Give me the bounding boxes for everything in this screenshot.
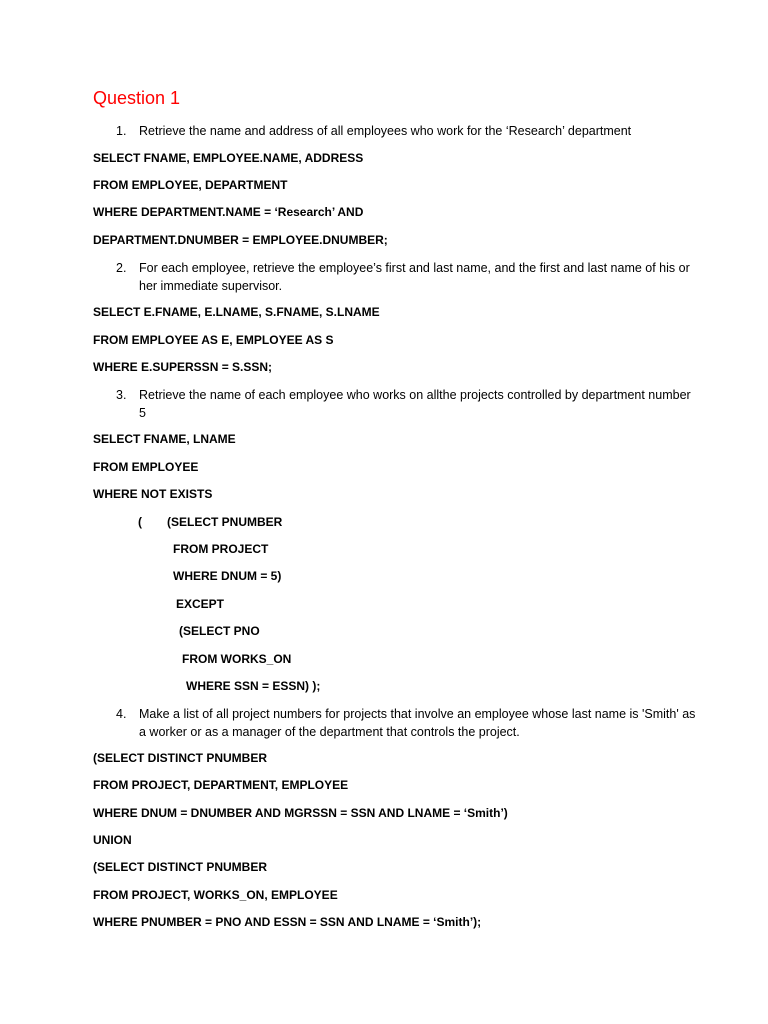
sql-line: SELECT FNAME, LNAME	[93, 432, 236, 446]
sql-line: FROM EMPLOYEE	[93, 460, 199, 474]
sql-line: WHERE DNUM = DNUMBER AND MGRSSN = SSN AND LNAME = ‘Smith’)	[93, 806, 508, 820]
sql-line: WHERE DEPARTMENT.NAME = ‘Research’ AND	[93, 205, 364, 219]
question-text: Retrieve the name and address of all employees who work for the ‘Research’ department	[139, 124, 632, 138]
sql-subquery-line: WHERE SSN = ESSN) );	[186, 679, 321, 693]
sql-line: WHERE PNUMBER = PNO AND ESSN = SSN AND LNAME = ‘Smith’);	[93, 915, 482, 929]
sql-subquery-line: FROM PROJECT	[173, 542, 269, 556]
sql-subquery-line: EXCEPT	[176, 597, 225, 611]
question-number: 2.	[116, 261, 127, 275]
question-text: Retrieve the name of each employee who works on allthe projects controlled by department number 5	[139, 388, 691, 420]
sql-subquery-line: FROM WORKS_ON	[182, 652, 292, 666]
sql-line: FROM PROJECT, DEPARTMENT, EMPLOYEE	[93, 778, 349, 792]
sql-line: SELECT FNAME, EMPLOYEE.NAME, ADDRESS	[93, 151, 364, 165]
sql-line: FROM PROJECT, WORKS_ON, EMPLOYEE	[93, 888, 338, 902]
sql-subquery-line: (SELECT PNUMBER	[167, 515, 283, 529]
question-number: 3.	[116, 388, 127, 402]
sql-subquery-line: (SELECT PNO	[179, 624, 260, 638]
question-number: 4.	[116, 707, 127, 721]
sql-line: (SELECT DISTINCT PNUMBER	[93, 751, 267, 765]
sql-line: WHERE E.SUPERSSN = S.SSN;	[93, 360, 273, 374]
question-item-4	[116, 705, 696, 741]
sql-line: (SELECT DISTINCT PNUMBER	[93, 860, 267, 874]
sql-open-paren: (	[138, 515, 142, 529]
sql-line: SELECT E.FNAME, E.LNAME, S.FNAME, S.LNAME	[93, 305, 380, 319]
sql-subquery-line: WHERE DNUM = 5)	[173, 569, 282, 583]
question-item-3	[116, 386, 696, 422]
sql-line: FROM EMPLOYEE AS E, EMPLOYEE AS S	[93, 333, 334, 347]
sql-line: DEPARTMENT.DNUMBER = EMPLOYEE.DNUMBER;	[93, 233, 388, 247]
sql-line: WHERE NOT EXISTS	[93, 487, 213, 501]
sql-line: UNION	[93, 833, 132, 847]
question-text: For each employee, retrieve the employee’s first and last name, and the first and last name of his or her immediate supervisor.	[139, 261, 690, 293]
question-number: 1.	[116, 124, 127, 138]
sql-line: FROM EMPLOYEE, DEPARTMENT	[93, 178, 288, 192]
page-title: Question 1	[93, 88, 181, 108]
question-text: Make a list of all project numbers for projects that involve an employee whose last name is 'Smith' as a worker or as a manager of the department that controls the project.	[139, 707, 696, 739]
question-item-2	[116, 259, 696, 295]
question-item-1	[116, 122, 696, 140]
